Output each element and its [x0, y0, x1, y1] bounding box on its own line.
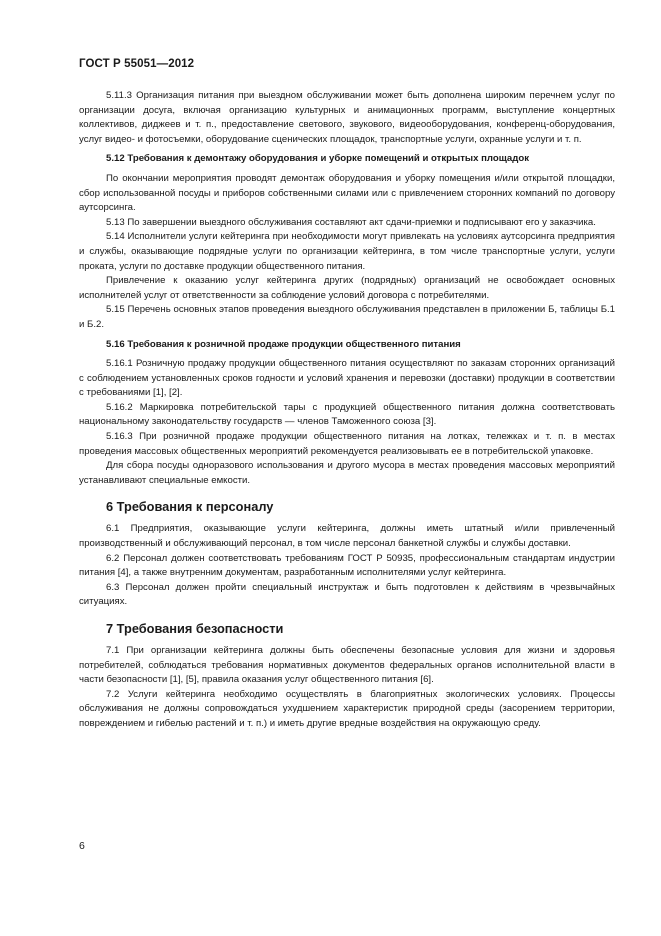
paragraph-6-2: 6.2 Персонал должен соответствовать требованиям ГОСТ Р 50935, профессиональным стандартам индустрии питания [4], а также внутренним документам, разработанным исполнителями услуг кейтеринга.: [79, 552, 615, 579]
paragraph-5-14: 5.14 Исполнители услуги кейтеринга при необходимости могут привлекать на условиях аутсорсинга предприятия и службы, оказывающие подрядные услуги по организации кейтеринга, в том числе транспортные услуги, услуги проката, услуги по доставке продукции общественного питания.: [79, 231, 615, 272]
paragraph-5-16-3-b: Для сбора посуды одноразового использования и другого мусора в местах проведения массовых мероприятий устанавливают специальные емкости.: [79, 460, 615, 486]
paragraph-5-15: 5.15 Перечень основных этапов проведения выездного обслуживания представлен в приложении Б, таблицы Б.1 и Б.2.: [79, 304, 615, 330]
paragraph-6-3: 6.3 Персонал должен пройти специальный инструктаж и быть подготовлен к действиям в чрезвычайных ситуациях.: [79, 581, 615, 608]
page-number: 6: [79, 840, 85, 852]
paragraph-5-13: 5.13 По завершении выездного обслуживания составляют акт сдачи-приемки и подписывают его у заказчика.: [106, 216, 596, 228]
paragraph-5-12: По окончании мероприятия проводят демонтаж оборудования и уборку помещения и/или открытой площадки, сбор использованной посуды и приборов собственными силами или с привлечением сторонних компаний по договору аутсорсинга.: [79, 172, 615, 214]
subheading-5-12: 5.12 Требования к демонтажу оборудования и уборке помещений и открытых площадок: [106, 153, 530, 165]
paragraph-5-16-3: 5.16.3 При розничной продаже продукции общественного питания на лотках, тележках и т. п. в местах проведения массовых общественных мероприятий рекомендуется реализовывать ее в потребительской упаковке.: [79, 431, 615, 457]
paragraph-5-16-2: 5.16.2 Маркировка потребительской тары с продукцией общественного питания должна соответствовать национальному законодательству государств — членов Таможенного союза [3].: [79, 401, 615, 428]
paragraph-7-1: 7.1 При организации кейтеринга должны быть обеспечены безопасные условия для жизни и здоровья потребителей, соблюдаться требования нормативных документов федеральных органов исполнительной власти в части безопасности [1], [5], правила оказания услуг общественного питания [6].: [79, 645, 615, 686]
subheading-5-16: 5.16 Требования к розничной продаже продукции общественного питания: [106, 338, 461, 350]
paragraph-7-2: 7.2 Услуги кейтеринга необходимо осуществлять в благоприятных экологических условиях. Процессы обслуживания не должны сопровождаться ухудшением характеристик природной среды (засорением территории, повреждением и гибелью растений и т. п.) и иметь другие вредные воздействия на окружающую среду.: [79, 688, 615, 729]
document-header: ГОСТ Р 55051—2012: [79, 58, 195, 70]
paragraph-5-11-3: 5.11.3 Организация питания при выездном обслуживании может быть дополнена широким перечнем услуг по организации досуга, включая организацию культурных и анимационных программ, выступление концертных коллективов, диджеев и т. п., предоставление светового, звукового, видеооборудования, конференц-оборудования, услуг видео- и фотосъемки, оборудование сценических площадок, транспортные услуги, охранные услуги и т. п.: [79, 90, 615, 145]
paragraph-5-16-1: 5.16.1 Розничную продажу продукции общественного питания осуществляют по заказам сторонних организаций с соблюдением установленных сроков годности и условий хранения и перевозки (доставки) продукции в соответствии с требованиями [1], [2].: [79, 358, 615, 399]
section-heading-6: 6 Требования к персоналу: [106, 499, 274, 515]
paragraph-6-1: 6.1 Предприятия, оказывающие услуги кейтеринга, должны иметь штатный и/или привлеченный производственный и обслуживающий персонал, в том числе персонал банкетной службы и службы доставки.: [79, 523, 615, 550]
paragraph-5-14-b: Привлечение к оказанию услуг кейтеринга других (подрядных) организаций не освобождает основных исполнителей услуг от ответственности за соблюдение условий договора с потребителями.: [79, 275, 615, 301]
document-body: [79, 89, 615, 732]
section-heading-7: 7 Требования безопасности: [106, 621, 284, 636]
